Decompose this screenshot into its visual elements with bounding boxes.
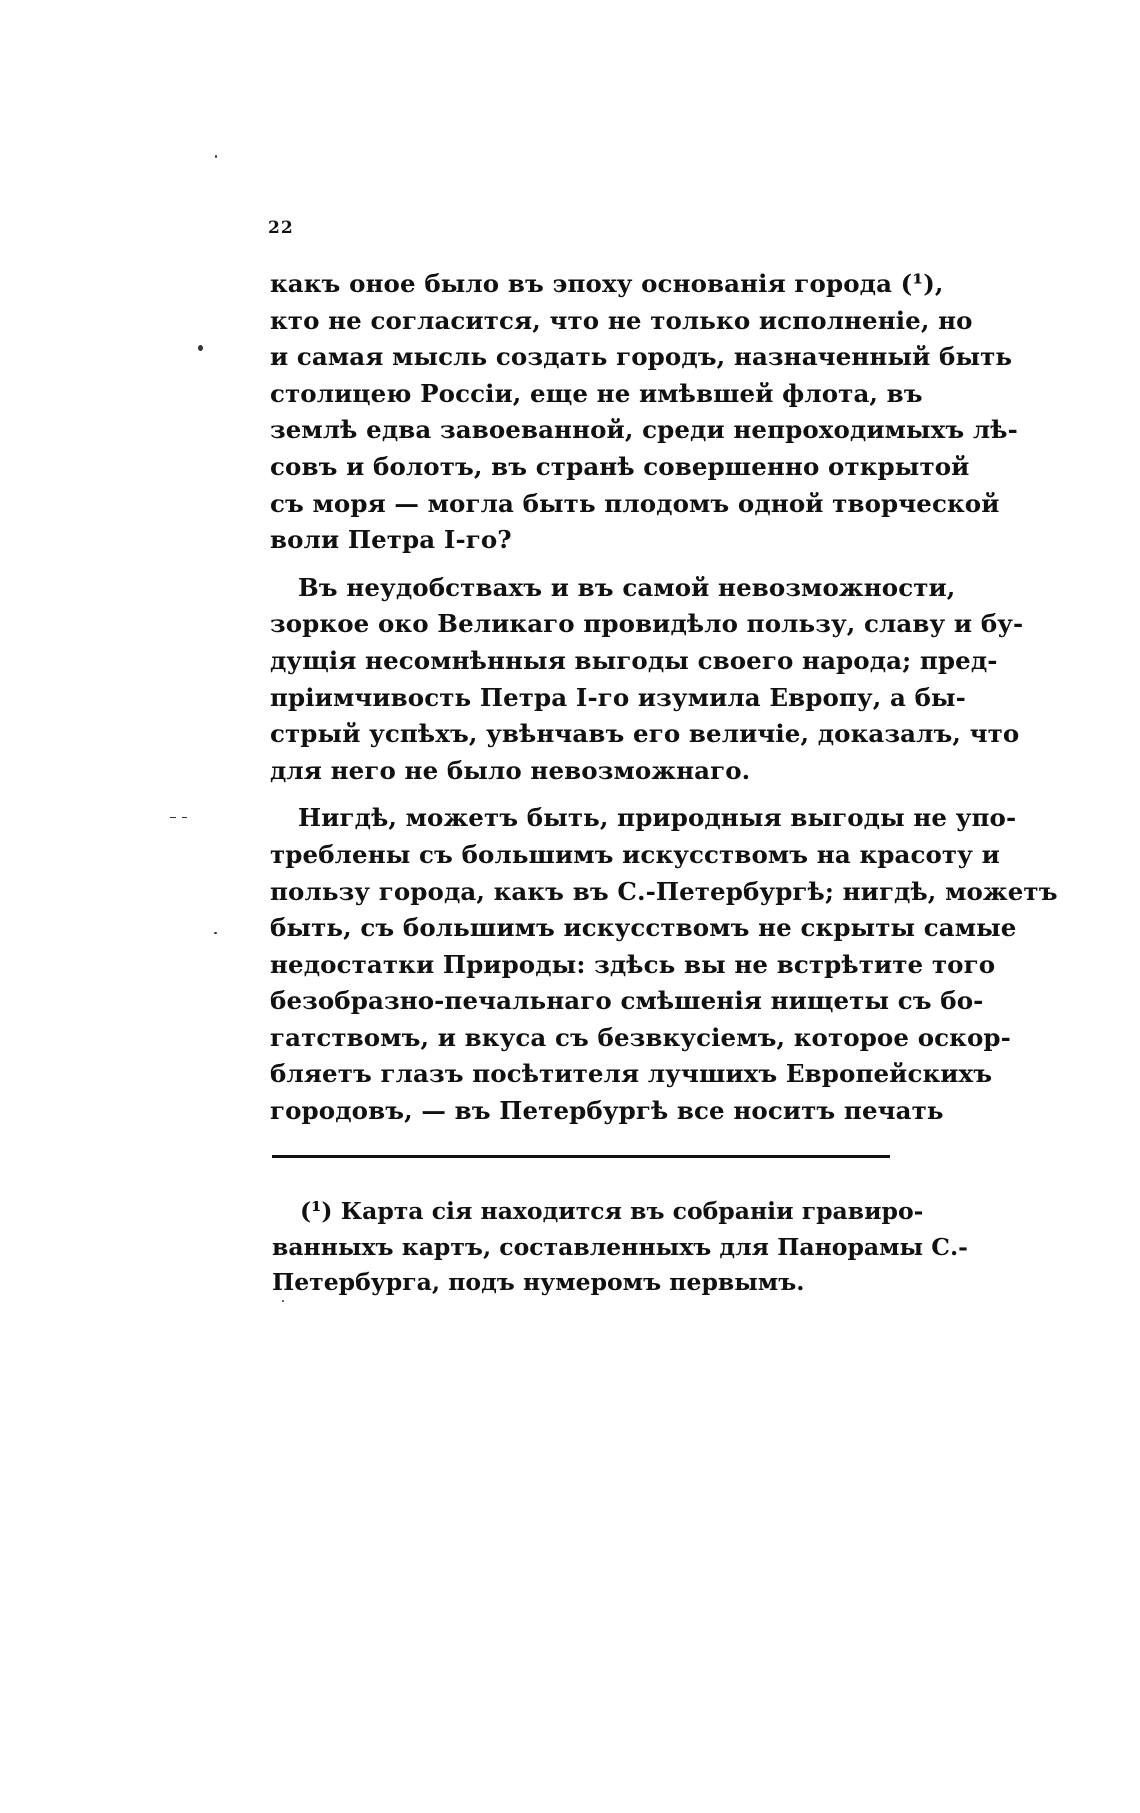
text-line: Въ неудобствахъ и въ самой невозможности,	[298, 572, 956, 602]
text-line: кто не согласится, что не только исполненіе, но	[270, 305, 973, 335]
paragraph-2	[270, 570, 1024, 790]
footnote-line: Петербурга, подъ нумеромъ первымъ.	[272, 1268, 805, 1296]
text-line: дущія несомнѣнныя выгоды своего народа; пред-	[270, 645, 998, 675]
text-line: стрый успѣхъ, увѣнчавъ его величіе, доказалъ, что	[270, 719, 1020, 749]
text-line: пользу города, какъ въ С.-Петербургѣ; нигдѣ, можетъ	[270, 876, 1058, 906]
paragraph-1	[270, 266, 1018, 559]
text-line: для него не было невозможнаго.	[270, 755, 751, 785]
print-speck	[182, 817, 187, 818]
paragraph-3	[270, 800, 1058, 1129]
main-text	[270, 266, 1058, 1130]
footnote	[272, 1194, 968, 1301]
text-line: совъ и болотъ, въ странѣ совершенно открытой	[270, 451, 970, 481]
text-line: воли Петра I-го?	[270, 525, 512, 555]
text-line: городовъ, — въ Петербургѣ все носитъ печать	[270, 1096, 944, 1126]
print-speck	[214, 932, 217, 934]
text-line: столицею Россіи, еще не имѣвшей флота, въ	[270, 378, 923, 408]
text-line: пріимчивость Петра I-го изумила Европу, а бы-	[270, 682, 966, 712]
print-speck	[170, 817, 176, 818]
print-speck	[282, 1300, 284, 1302]
text-line: и самая мысль создать городъ, назначенный быть	[270, 342, 1013, 372]
text-line: треблены съ большимъ искусствомъ на красоту и	[270, 839, 1000, 869]
text-line: землѣ едва завоеванной, среди непроходимыхъ лѣ-	[270, 415, 1018, 445]
text-line: Нигдѣ, можетъ быть, природныя выгоды не упо-	[298, 803, 1017, 833]
footnote-line: (¹) Карта сія находится въ собраніи гравиро-	[300, 1197, 924, 1225]
print-speck	[215, 155, 217, 158]
text-line: безобразно-печальнаго смѣшенія нищеты съ бо-	[270, 986, 984, 1016]
text-line: быть, съ большимъ искусствомъ не скрыты самые	[270, 913, 1017, 943]
text-line: гатствомъ, и вкуса съ безвкусіемъ, которое оскор-	[270, 1022, 1011, 1052]
text-line: зоркое око Великаго провидѣло пользу, славу и бу-	[270, 609, 1024, 639]
text-line: недостатки Природы: здѣсь вы не встрѣтите того	[270, 949, 996, 979]
print-speck	[198, 345, 203, 351]
footnote-line: ванныхъ картъ, составленныхъ для Панорамы С.-	[272, 1232, 968, 1261]
text-line: съ моря — могла быть плодомъ одной творческой	[270, 488, 1000, 518]
page-number: 22	[268, 218, 294, 238]
text-line: бляетъ глазъ посѣтителя лучшихъ Европейскихъ	[270, 1059, 993, 1089]
text-line: какъ оное было въ эпоху основанія города (¹),	[270, 269, 944, 298]
footnote-divider	[272, 1155, 890, 1158]
